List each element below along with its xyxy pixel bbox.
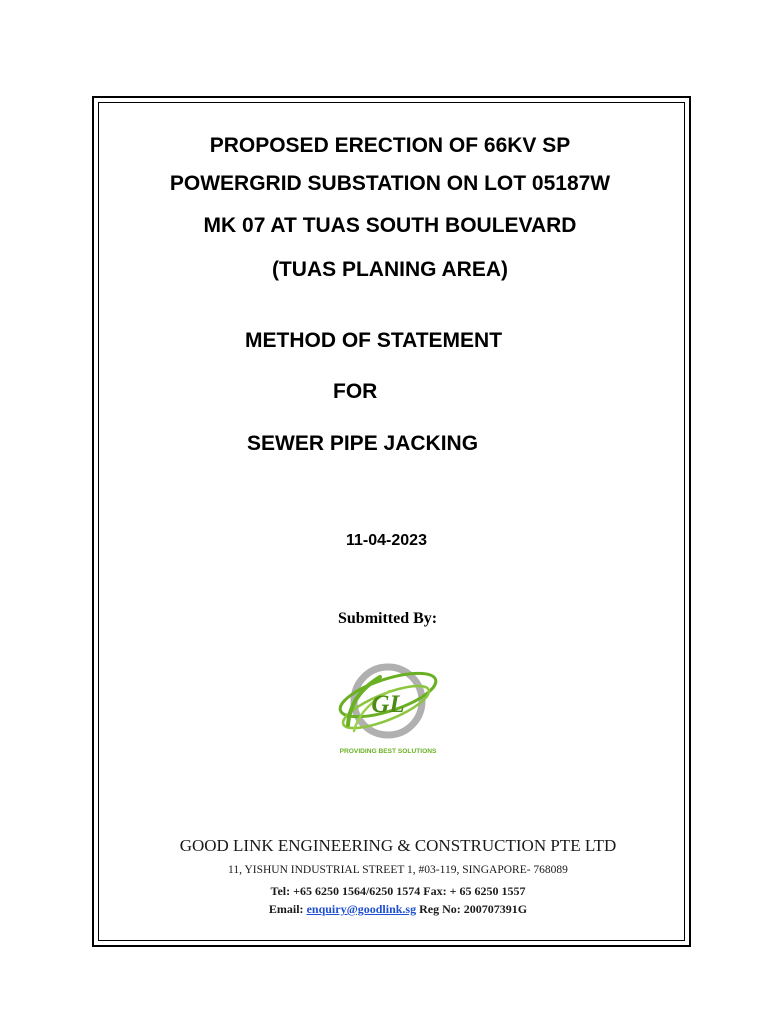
title-line-3: MK 07 AT TUAS SOUTH BOULEVARD [203,214,577,237]
document-date: 11-04-2023 [346,532,427,549]
company-phone: Tel: +65 6250 1564/6250 1574 Fax: + 65 6250 1557 [270,884,526,898]
title-line-1: PROPOSED ERECTION OF 66KV SP [209,134,571,157]
subject-line-1: METHOD OF STATEMENT [245,329,503,352]
logo-tagline: PROVIDING BEST SOLUTIONS [339,748,437,755]
subject-line-2: FOR [333,380,378,403]
email-link[interactable]: enquiry@goodlink.sg [306,902,417,916]
company-name: GOOD LINK ENGINEERING & CONSTRUCTION PTE LTD [179,836,617,855]
logo-initials: GL [371,691,405,718]
logo-emblem-icon [330,655,445,760]
company-contact-line [0,902,768,917]
company-address: 11, YISHUN INDUSTRIAL STREET 1, #03-119, SINGAPORE- 768089 [228,864,568,876]
title-line-4: (TUAS PLANING AREA) [271,258,509,281]
registration-number: Reg No: 200707391G [416,902,528,916]
submitted-by-label: Submitted By: [338,610,438,627]
email-label: Email: [268,902,307,916]
title-line-2: POWERGRID SUBSTATION ON LOT 05187W [169,172,611,195]
company-logo [330,655,445,760]
subject-line-3: SEWER PIPE JACKING [247,432,479,455]
